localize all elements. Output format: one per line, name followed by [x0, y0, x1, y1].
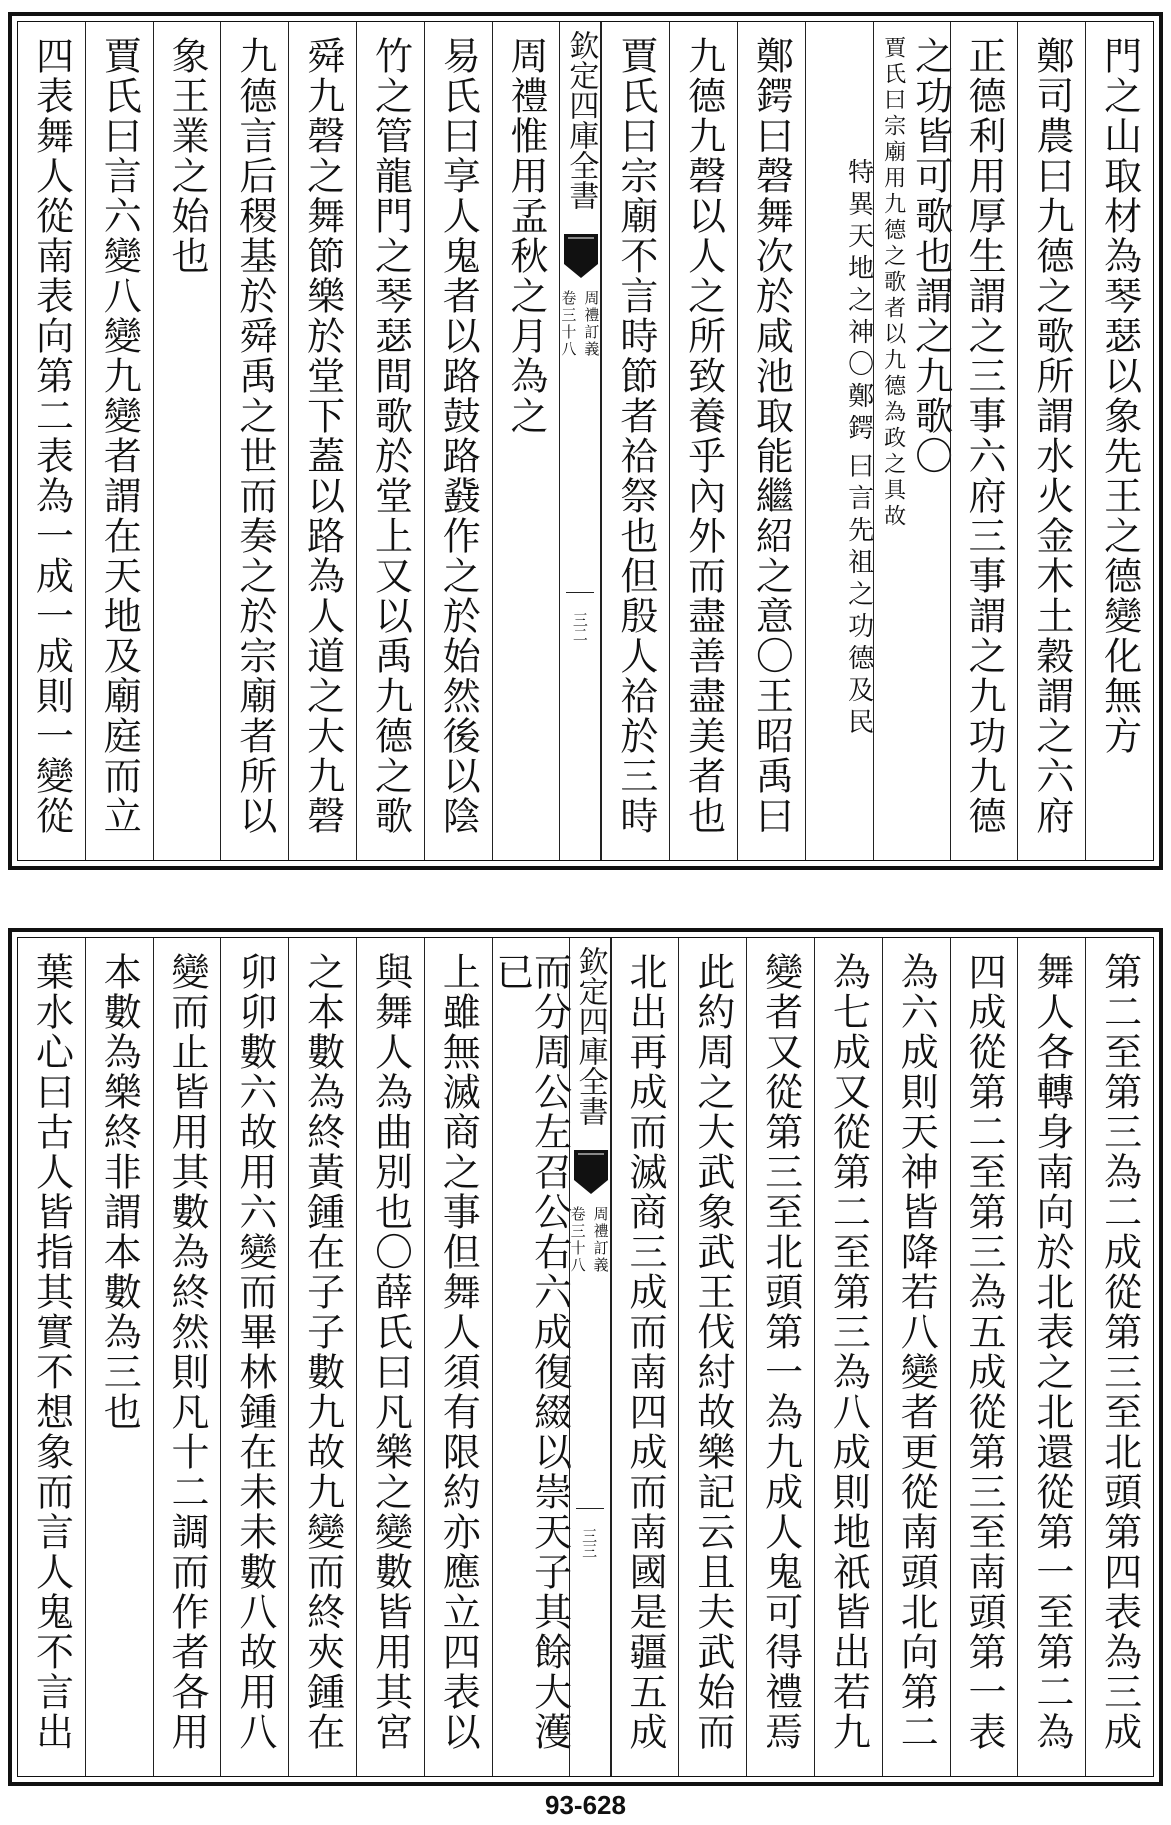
- column-text: 舜九磬之舞節樂於堂下蓋以路為人道之大九磬: [300, 36, 345, 836]
- column-text: 正德利用厚生謂之三事六府三事謂之九功九德: [962, 36, 1007, 836]
- fish-tail-mark-icon: [574, 1150, 608, 1194]
- column-text: 此約周之大武象武王伐紂故樂記云且夫武始而: [690, 952, 735, 1752]
- text-column: [950, 938, 1018, 1776]
- column-text: 鄭司農曰九德之歌所謂水火金木土穀謂之六府: [1029, 36, 1074, 836]
- column-text: 葉水心曰古人皆指其實不想象而言人鬼不言出: [29, 952, 74, 1752]
- text-column: [882, 938, 950, 1776]
- folio-number: 三三: [580, 1528, 599, 1558]
- text-column: [356, 938, 424, 1776]
- text-column: [611, 938, 679, 1776]
- text-column: [85, 22, 153, 860]
- text-column: [873, 22, 953, 860]
- spine-divider: [576, 1508, 604, 1509]
- center-spine: [559, 22, 601, 860]
- book-name: 周禮訂義: [582, 290, 601, 358]
- column-text: 九德九磬以人之所致養乎內外而盡善盡美者也: [681, 36, 726, 836]
- column-text: 變者又從第三至北頭第一為九成人鬼可得禮焉: [758, 952, 803, 1752]
- text-column: [288, 938, 356, 1776]
- text-column: [220, 938, 288, 1776]
- annotation-line: 曰言先祖之功德及民: [843, 452, 874, 740]
- text-column: [746, 938, 814, 1776]
- column-text: 本數為樂終非謂本數為三也: [97, 952, 142, 1432]
- column-text: 之本數為終黃鍾在子子數九故九變而終夾鍾在: [300, 952, 345, 1752]
- text-column: [1017, 22, 1085, 860]
- column-text: 九德言后稷基於舜禹之世而奏之於宗廟者所以: [232, 36, 277, 836]
- column-text: 易氏曰享人鬼者以路鼓路鼗作之於始然後以陰: [436, 36, 481, 836]
- text-column: [489, 938, 572, 1776]
- page-top: [8, 12, 1163, 870]
- text-column: [356, 22, 424, 860]
- column-text: 與舞人為曲別也〇薛氏曰凡樂之變數皆用其宮: [368, 952, 413, 1752]
- text-column: [1085, 22, 1153, 860]
- text-columns-top: [18, 22, 1153, 860]
- column-text: 四表舞人從南表向第二表為一成一成則一變從: [29, 36, 74, 836]
- column-text: 周禮惟用孟秋之月為之: [504, 36, 549, 436]
- text-column: [153, 938, 221, 1776]
- text-column: [288, 22, 356, 860]
- text-column: [678, 938, 746, 1776]
- column-text: 北出再成而滅商三成而南四成而南國是疆五成: [623, 952, 668, 1752]
- text-column: [1085, 938, 1153, 1776]
- column-text: 竹之管龍門之琴瑟間歌於堂上又以禹九德之歌: [368, 36, 413, 836]
- text-column: [492, 22, 560, 860]
- text-column: [669, 22, 737, 860]
- book-name: 周禮訂義: [591, 1206, 610, 1274]
- page-bottom: [8, 928, 1163, 1786]
- page-number: 93-628: [545, 1790, 626, 1820]
- text-column: [424, 938, 492, 1776]
- column-text: 舞人各轉身南向於北表之北還從第一至第二為: [1029, 952, 1074, 1752]
- annotation-line: 特異天地之神〇鄭鍔: [843, 158, 874, 446]
- collection-title: 欽定四庫全書: [563, 30, 599, 210]
- text-column: [85, 938, 153, 1776]
- column-text: 卯卯數六故用六變而畢林鍾在未未數八故用八: [232, 952, 277, 1752]
- column-text: 而分周公左召公右六成復綴以崇天子其餘大濩已: [489, 952, 572, 1752]
- column-text: 四成從第二至第三為五成從第三至南頭第一表: [962, 952, 1007, 1752]
- column-text: 為六成則天神皆降若八變者更從南頭北向第二: [894, 952, 939, 1752]
- text-column: [601, 22, 669, 860]
- text-column: [737, 22, 805, 860]
- volume-label: [558, 290, 602, 358]
- fish-tail-mark-icon: [564, 234, 598, 278]
- collection-title: 欽定四庫全書: [572, 946, 608, 1126]
- text-column: [814, 938, 882, 1776]
- chapter-name: 卷三十八: [559, 290, 578, 358]
- text-column: [18, 22, 85, 860]
- text-column: [950, 22, 1018, 860]
- column-text: 變而止皆用其數為終然則凡十二調而作者各用: [165, 952, 210, 1752]
- folio-number: 三二: [570, 612, 589, 642]
- column-text: 賈氏曰言六變八變九變者謂在天地及廟庭而立: [97, 36, 142, 836]
- column-text: 象王業之始也: [165, 36, 210, 276]
- text-column: [424, 22, 492, 860]
- text-column: [805, 22, 873, 860]
- column-text: 鄭鍔曰磬舞次於咸池取能繼紹之意〇王昭禹曰: [749, 36, 794, 836]
- column-text: 為七成又從第二至第三為八成則地祇皆出若九: [826, 952, 871, 1752]
- text-column: [1017, 938, 1085, 1776]
- text-column: [18, 938, 85, 1776]
- annotation-text: 賈氏曰宗廟用九德之歌者以九德為政之具故: [880, 36, 906, 530]
- center-spine: [569, 938, 611, 1776]
- column-text: 賈氏曰宗廟不言時節者祫祭也但殷人祫於三時: [613, 36, 658, 836]
- column-text: 上雖無滅商之事但舞人須有限約亦應立四表以: [436, 952, 481, 1752]
- text-column: [220, 22, 288, 860]
- spine-divider: [566, 592, 594, 593]
- column-text: 之功皆可歌也謂之九歌〇: [908, 36, 953, 476]
- column-text: 門之山取材為琴瑟以象先王之德變化無方: [1097, 36, 1142, 756]
- text-columns-bottom: [18, 938, 1153, 1776]
- chapter-name: 卷三十八: [568, 1206, 587, 1274]
- volume-label: [568, 1206, 612, 1274]
- column-text: 第二至第三為二成從第三至北頭第四表為三成: [1097, 952, 1142, 1752]
- text-column: [153, 22, 221, 860]
